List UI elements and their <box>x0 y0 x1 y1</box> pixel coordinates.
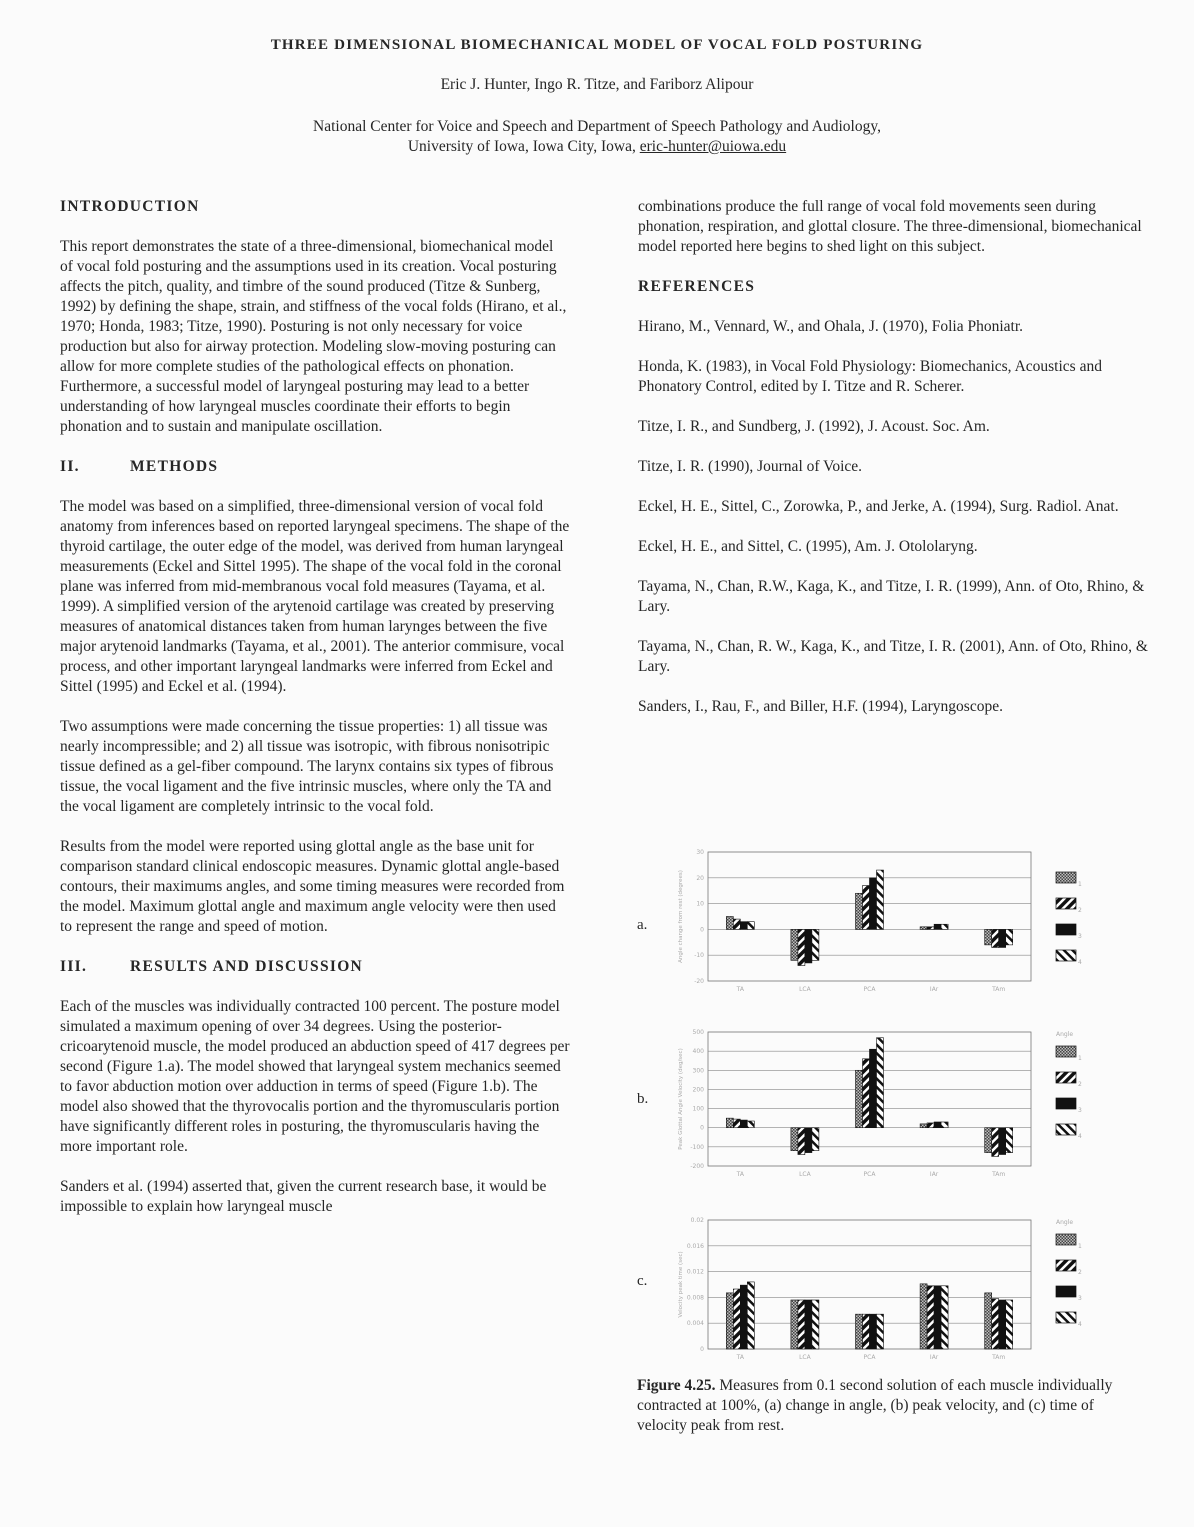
chart-y-tick-label: 30 <box>696 849 704 856</box>
chart-bar <box>870 878 877 930</box>
chart-y-tick-label: 100 <box>692 1105 704 1113</box>
chart-bar <box>870 1049 877 1127</box>
reference-item: Honda, K. (1983), in Vocal Fold Physiology: Biomechanics, Acoustics and Phonatory Control, edited by I. Titze and R. Scherer. <box>638 358 1102 395</box>
chart-y-tick-label: 300 <box>692 1067 704 1075</box>
chart-y-tick-label: 0.016 <box>686 1242 704 1250</box>
chart-b-svg <box>676 1024 1096 1184</box>
chart-legend-swatch <box>1056 950 1076 961</box>
chart-bar <box>934 1122 941 1128</box>
chart-y-tick-label: 200 <box>692 1086 704 1094</box>
chart-legend-label: 2 <box>1078 1081 1082 1088</box>
chart-legend-label: 3 <box>1078 933 1082 940</box>
methods-paragraph-1: The model was based on a simplified, three-dimensional version of vocal fold anatomy from inferences based on reported laryngeal specimens. The shape of the thyroid cartilage, the outer edge of the model, was derived from human laryngeal measurements (Eckel and Sittel 1995). The shape of the vocal fold in the coronal plane was inferred from mid-membranous vocal fold measures (Tayama, et al. 1999). A simplified version of the arytenoid cartilage was created by preserving measures of anatomical distances taken from human larynges between the five major arytenoid landmarks (Tayama, et al., 2001). The anterior commisure, vocal process, and other important laryngeal landmarks were inferred from Eckel and Sittel (1995) and Eckel et al. (1994). <box>60 498 570 695</box>
chart-legend-swatch <box>1056 1312 1076 1323</box>
chart-bar <box>733 1119 740 1128</box>
results-paragraph-2: Sanders et al. (1994) asserted that, given the current research base, it would be impossible to explain how laryngeal muscle <box>60 1178 547 1215</box>
reference-list <box>638 317 1148 717</box>
chart-bar <box>985 1293 992 1349</box>
chart-bar <box>863 1059 870 1128</box>
reference-item: Eckel, H. E., and Sittel, C. (1995), Am. J. Otololaryng. <box>638 538 978 555</box>
chart-y-tick-label: -200 <box>690 1163 704 1170</box>
reference-item: Tayama, N., Chan, R.W., Kaga, K., and Titze, I. R. (1999), Ann. of Oto, Rhino, & Lary. <box>638 578 1145 615</box>
chart-bar <box>877 1038 884 1128</box>
chart-bar <box>740 1120 747 1128</box>
chart-x-tick-label: TAm <box>992 986 1006 993</box>
chart-x-tick-label: LCA <box>799 1354 811 1361</box>
chart-y-tick-label: -10 <box>694 952 704 960</box>
chart-bar <box>934 1286 941 1349</box>
chart-bar <box>999 1128 1006 1155</box>
methods-number: II. <box>60 458 80 475</box>
chart-bar <box>740 1285 747 1349</box>
chart-bar <box>985 1128 992 1153</box>
paper-affiliation <box>0 117 1194 157</box>
chart-bar <box>812 1128 819 1151</box>
chart-legend-swatch <box>1056 1072 1076 1083</box>
chart-y-tick-label: 0 <box>700 926 704 934</box>
chart-bar <box>1006 1300 1013 1349</box>
affiliation-line-1: National Center for Voice and Speech and Department of Speech Pathology and Audiology, <box>313 118 881 135</box>
chart-bar <box>863 886 870 930</box>
chart-legend-swatch <box>1056 1260 1076 1271</box>
chart-legend-title: Angle <box>1056 1031 1074 1038</box>
chart-legend-label: 2 <box>1078 1269 1082 1276</box>
chart-legend-label: 3 <box>1078 1107 1082 1114</box>
figure-label-a: a. <box>637 917 648 933</box>
chart-x-tick-label: LCA <box>799 1171 811 1178</box>
figure-label-c: c. <box>637 1273 648 1289</box>
chart-bar <box>805 1128 812 1153</box>
chart-x-tick-label: TA <box>736 1171 744 1178</box>
email-link[interactable]: eric-hunter@uiowa.edu <box>639 138 787 155</box>
chart-bar <box>999 929 1006 947</box>
chart-y-tick-label: 0.012 <box>686 1268 704 1276</box>
chart-bar <box>992 1128 999 1157</box>
chart-legend-swatch <box>1056 1286 1076 1297</box>
intro-heading: INTRODUCTION <box>60 198 200 215</box>
chart-bar <box>1006 1128 1013 1153</box>
methods-title: METHODS <box>130 458 219 475</box>
chart-bar <box>877 870 884 929</box>
chart-x-tick-label: PCA <box>863 1171 876 1178</box>
chart-bar <box>927 927 934 930</box>
chart-bar <box>798 929 805 965</box>
chart-bar <box>941 1286 948 1349</box>
chart-x-tick-label: IAr <box>929 986 939 993</box>
chart-x-tick-label: TA <box>736 986 744 993</box>
chart-y-tick-label: -20 <box>694 978 704 985</box>
figure-caption-text: Measures from 0.1 second solution of each muscle individually contracted at 100%, (a) change in angle, (b) peak velocity, and (c) time of velocity peak from rest. <box>637 1377 1113 1434</box>
chart-legend-title: Angle <box>1056 1219 1074 1226</box>
affiliation-location: University of Iowa, Iowa City, Iowa, <box>407 138 640 155</box>
chart-legend-swatch <box>1056 898 1076 909</box>
results-heading <box>60 957 570 977</box>
chart-bar <box>877 1314 884 1349</box>
chart-y-tick-label: 0 <box>700 1346 704 1353</box>
chart-x-tick-label: PCA <box>863 1354 876 1361</box>
chart-bar <box>747 1121 754 1128</box>
chart-y-tick-label: 0.008 <box>686 1294 704 1302</box>
chart-bar <box>747 1282 754 1349</box>
chart-bar <box>726 1118 733 1128</box>
chart-bar <box>941 924 948 929</box>
chart-bar <box>920 1124 927 1128</box>
figure-label-b: b. <box>637 1091 649 1107</box>
results-paragraph-1: Each of the muscles was individually contracted 100 percent. The posture model simulated a maximum opening of over 34 degrees. Using the posterior-cricoarytenoid muscle, the model produced an abduction speed of 417 degrees per second (Figure 1.a). The model showed that laryngeal system mechanics seemed to favor abduction motion over adduction in terms of speed (Figure 1.b). The model also showed that the thyrovocalis portion and the thyromuscularis portion have significantly different roles in posturing, the thyromuscularis having the more important role. <box>60 998 570 1155</box>
reference-item: Titze, I. R. (1990), Journal of Voice. <box>638 458 863 475</box>
chart-bar <box>812 929 819 960</box>
results-paragraph-2-continued: combinations produce the full range of vocal fold movements seen during phonation, respiration, and glottal closure. The three-dimensional, biomechanical model reported here begins to shed light on this subject. <box>638 198 1142 255</box>
chart-y-tick-label: 400 <box>692 1048 704 1056</box>
chart-bar <box>791 1300 798 1349</box>
chart-y-tick-label: 500 <box>692 1029 704 1036</box>
chart-bar <box>733 919 740 929</box>
chart-x-tick-label: IAr <box>929 1354 939 1361</box>
paper-title: THREE DIMENSIONAL BIOMECHANICAL MODEL OF VOCAL FOLD POSTURING <box>270 37 924 53</box>
chart-x-tick-label: TA <box>736 1354 744 1361</box>
chart-bar <box>791 1128 798 1151</box>
chart-legend-label: 2 <box>1078 907 1082 914</box>
chart-legend-label: 1 <box>1078 1243 1082 1250</box>
reference-item: Hirano, M., Vennard, W., and Ohala, J. (1970), Folia Phoniatr. <box>638 318 1024 335</box>
chart-legend-label: 3 <box>1078 1295 1082 1302</box>
chart-bar <box>856 893 863 929</box>
chart-legend-swatch <box>1056 872 1076 883</box>
chart-legend-swatch <box>1056 924 1076 935</box>
chart-bar <box>870 1314 877 1349</box>
chart-x-tick-label: PCA <box>863 986 876 993</box>
chart-x-tick-label: LCA <box>799 986 811 993</box>
chart-y-tick-label: 0.004 <box>686 1320 704 1328</box>
reference-item: Sanders, I., Rau, F., and Biller, H.F. (1994), Laryngoscope. <box>638 698 1003 715</box>
chart-x-tick-label: IAr <box>929 1171 939 1178</box>
chart-y-tick-label: 20 <box>696 874 704 882</box>
chart-legend-swatch <box>1056 1124 1076 1135</box>
chart-bar <box>856 1070 863 1127</box>
chart-bar <box>791 929 798 960</box>
chart-bar <box>1006 929 1013 944</box>
chart-legend-label: 4 <box>1078 959 1082 966</box>
chart-legend-swatch <box>1056 1234 1076 1245</box>
right-column <box>638 197 1148 737</box>
chart-bar <box>920 927 927 930</box>
chart-bar <box>733 1289 740 1349</box>
methods-heading <box>60 457 570 477</box>
chart-bar <box>985 929 992 944</box>
results-number: III. <box>60 958 88 975</box>
chart-bar <box>805 929 812 963</box>
chart-c-svg <box>676 1212 1096 1367</box>
chart-bar <box>927 1123 934 1128</box>
chart-legend-label: 1 <box>1078 881 1082 888</box>
chart-y-tick-label: 10 <box>696 900 704 908</box>
left-column <box>60 197 570 1217</box>
results-title: RESULTS AND DISCUSSION <box>130 958 364 975</box>
chart-legend-label: 1 <box>1078 1055 1082 1062</box>
figure-caption <box>637 1376 1147 1436</box>
chart-bar <box>798 1300 805 1349</box>
affiliation-line-2 <box>0 137 1194 157</box>
chart-bar <box>812 1300 819 1349</box>
chart-bar <box>920 1284 927 1349</box>
chart-x-tick-label: TAm <box>992 1171 1006 1178</box>
methods-paragraph-2: Two assumptions were made concerning the tissue properties: 1) all tissue was nearly incompressible; and 2) all tissue was isotropic, with fibrous nonisotripic tissue defined as a gel-fiber compound. The larynx contains six types of fibrous tissue, the vocal ligament and the five intrinsic muscles, where only the TA and the vocal ligament are completely intrinsic to the vocal fold. <box>60 718 554 815</box>
chart-bar <box>805 1300 812 1349</box>
intro-paragraph: This report demonstrates the state of a three-dimensional, biomechanical model of vocal fold posturing and the assumptions used in its creation. Vocal posturing affects the pitch, quality, and timbre of the sound produced (Titze & Sunberg, 1992) by defining the shape, strain, and stiffness of the vocal folds (Hirano, et al., 1970; Honda, 1983; Titze, 1990). Posturing is not only necessary for voice production but also for airway protection. Modeling slow-moving posturing can allow for more complete studies of the pathological effects on phonation. Furthermore, a successful model of laryngeal posturing may lead to a better understanding of how laryngeal muscles coordinate their efforts to begin phonation and to sustain and manipulate oscillation. <box>60 238 567 435</box>
reference-item: Tayama, N., Chan, R. W., Kaga, K., and Titze, I. R. (2001), Ann. of Oto, Rhino, & Lary. <box>638 638 1148 675</box>
chart-y-axis-label: Peak Glottal Angle Velocity (deg/sec) <box>678 1048 684 1150</box>
chart-y-axis-label: Angle change from rest (degrees) <box>678 870 684 963</box>
reference-item: Titze, I. R., and Sundberg, J. (1992), J. Acoust. Soc. Am. <box>638 418 990 435</box>
chart-legend-swatch <box>1056 1046 1076 1057</box>
reference-item: Eckel, H. E., Sittel, C., Zorowka, P., and Jerke, A. (1994), Surg. Radiol. Anat. <box>638 498 1119 515</box>
methods-paragraph-3: Results from the model were reported using glottal angle as the base unit for comparison standard clinical endoscopic measures. Dynamic glottal angle-based contours, their maximums angles, and some timing measures were recorded from the model. Maximum glottal angle and maximum angle velocity were then used to represent the range and speed of motion. <box>60 838 565 935</box>
chart-a <box>676 844 1096 999</box>
chart-legend-label: 4 <box>1078 1321 1082 1328</box>
chart-b <box>676 1024 1096 1184</box>
chart-x-tick-label: TAm <box>992 1354 1006 1361</box>
chart-bar <box>726 1293 733 1349</box>
chart-bar <box>999 1300 1006 1349</box>
chart-bar <box>856 1314 863 1349</box>
chart-bar <box>740 922 747 930</box>
chart-legend-label: 4 <box>1078 1133 1082 1140</box>
chart-bar <box>934 924 941 929</box>
chart-bar <box>941 1122 948 1128</box>
chart-bar <box>992 1299 999 1349</box>
chart-legend-swatch <box>1056 1098 1076 1109</box>
chart-y-tick-label: 0.02 <box>690 1217 704 1224</box>
figure-caption-label: Figure 4.25. <box>637 1377 716 1394</box>
chart-bar <box>747 922 754 930</box>
chart-bar <box>863 1314 870 1349</box>
chart-a-svg <box>676 844 1096 999</box>
paper-authors: Eric J. Hunter, Ingo R. Titze, and Fariborz Alipour <box>440 76 754 93</box>
chart-bar <box>992 929 999 947</box>
chart-c <box>676 1212 1096 1367</box>
references-heading: REFERENCES <box>638 278 756 295</box>
chart-y-tick-label: -100 <box>690 1143 704 1151</box>
chart-bar <box>927 1286 934 1349</box>
chart-y-tick-label: 0 <box>700 1124 704 1132</box>
chart-bar <box>726 917 733 930</box>
chart-bar <box>798 1128 805 1155</box>
chart-y-axis-label: Velocity peak time (sec) <box>678 1251 684 1318</box>
